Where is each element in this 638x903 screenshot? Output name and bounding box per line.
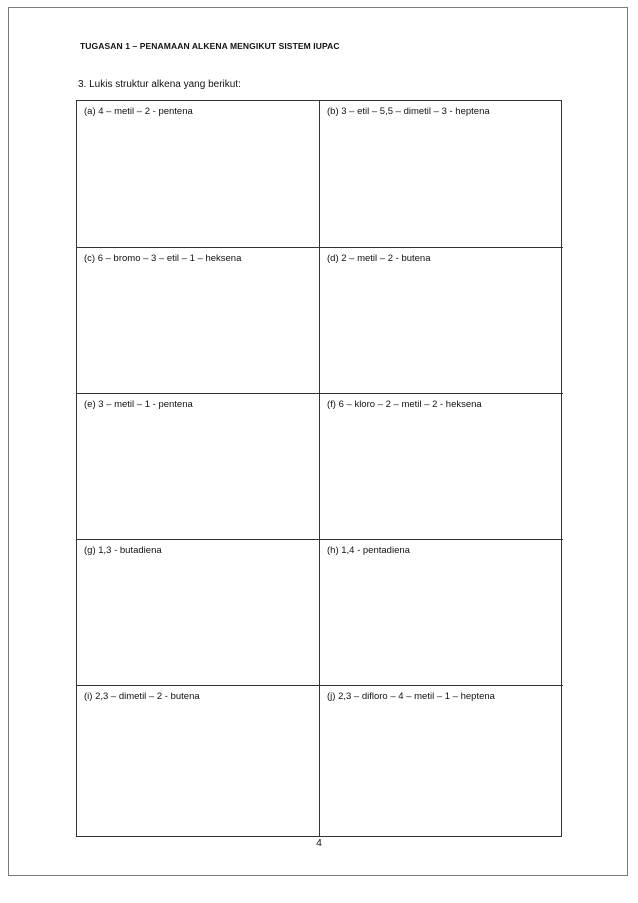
page-header-title: TUGASAN 1 – PENAMAAN ALKENA MENGIKUT SISTEM IUPAC [80,41,340,51]
question-instruction: 3. Lukis struktur alkena yang berikut: [78,79,241,90]
answer-cell-b: (b) 3 – etil – 5,5 – dimetil – 3 - heptena [320,101,563,248]
answer-cell-e: (e) 3 – metil – 1 - pentena [77,394,320,540]
answer-cell-a: (a) 4 – metil – 2 - pentena [77,101,320,248]
answer-cell-d: (d) 2 – metil – 2 - butena [320,248,563,394]
answer-cell-h: (h) 1,4 - pentadiena [320,540,563,686]
answer-cell-i: (i) 2,3 – dimetil – 2 - butena [77,686,320,836]
answer-cell-j: (j) 2,3 – difloro – 4 – metil – 1 – heptena [327,691,495,702]
answer-cell-g: (g) 1,3 - butadiena [77,540,320,686]
page-number: 4 [316,838,322,849]
answer-table [76,100,562,837]
answer-cell-f: (f) 6 – kloro – 2 – metil – 2 - heksena [320,394,563,540]
answer-cell-c: (c) 6 – bromo – 3 – etil – 1 – heksena [77,248,320,394]
